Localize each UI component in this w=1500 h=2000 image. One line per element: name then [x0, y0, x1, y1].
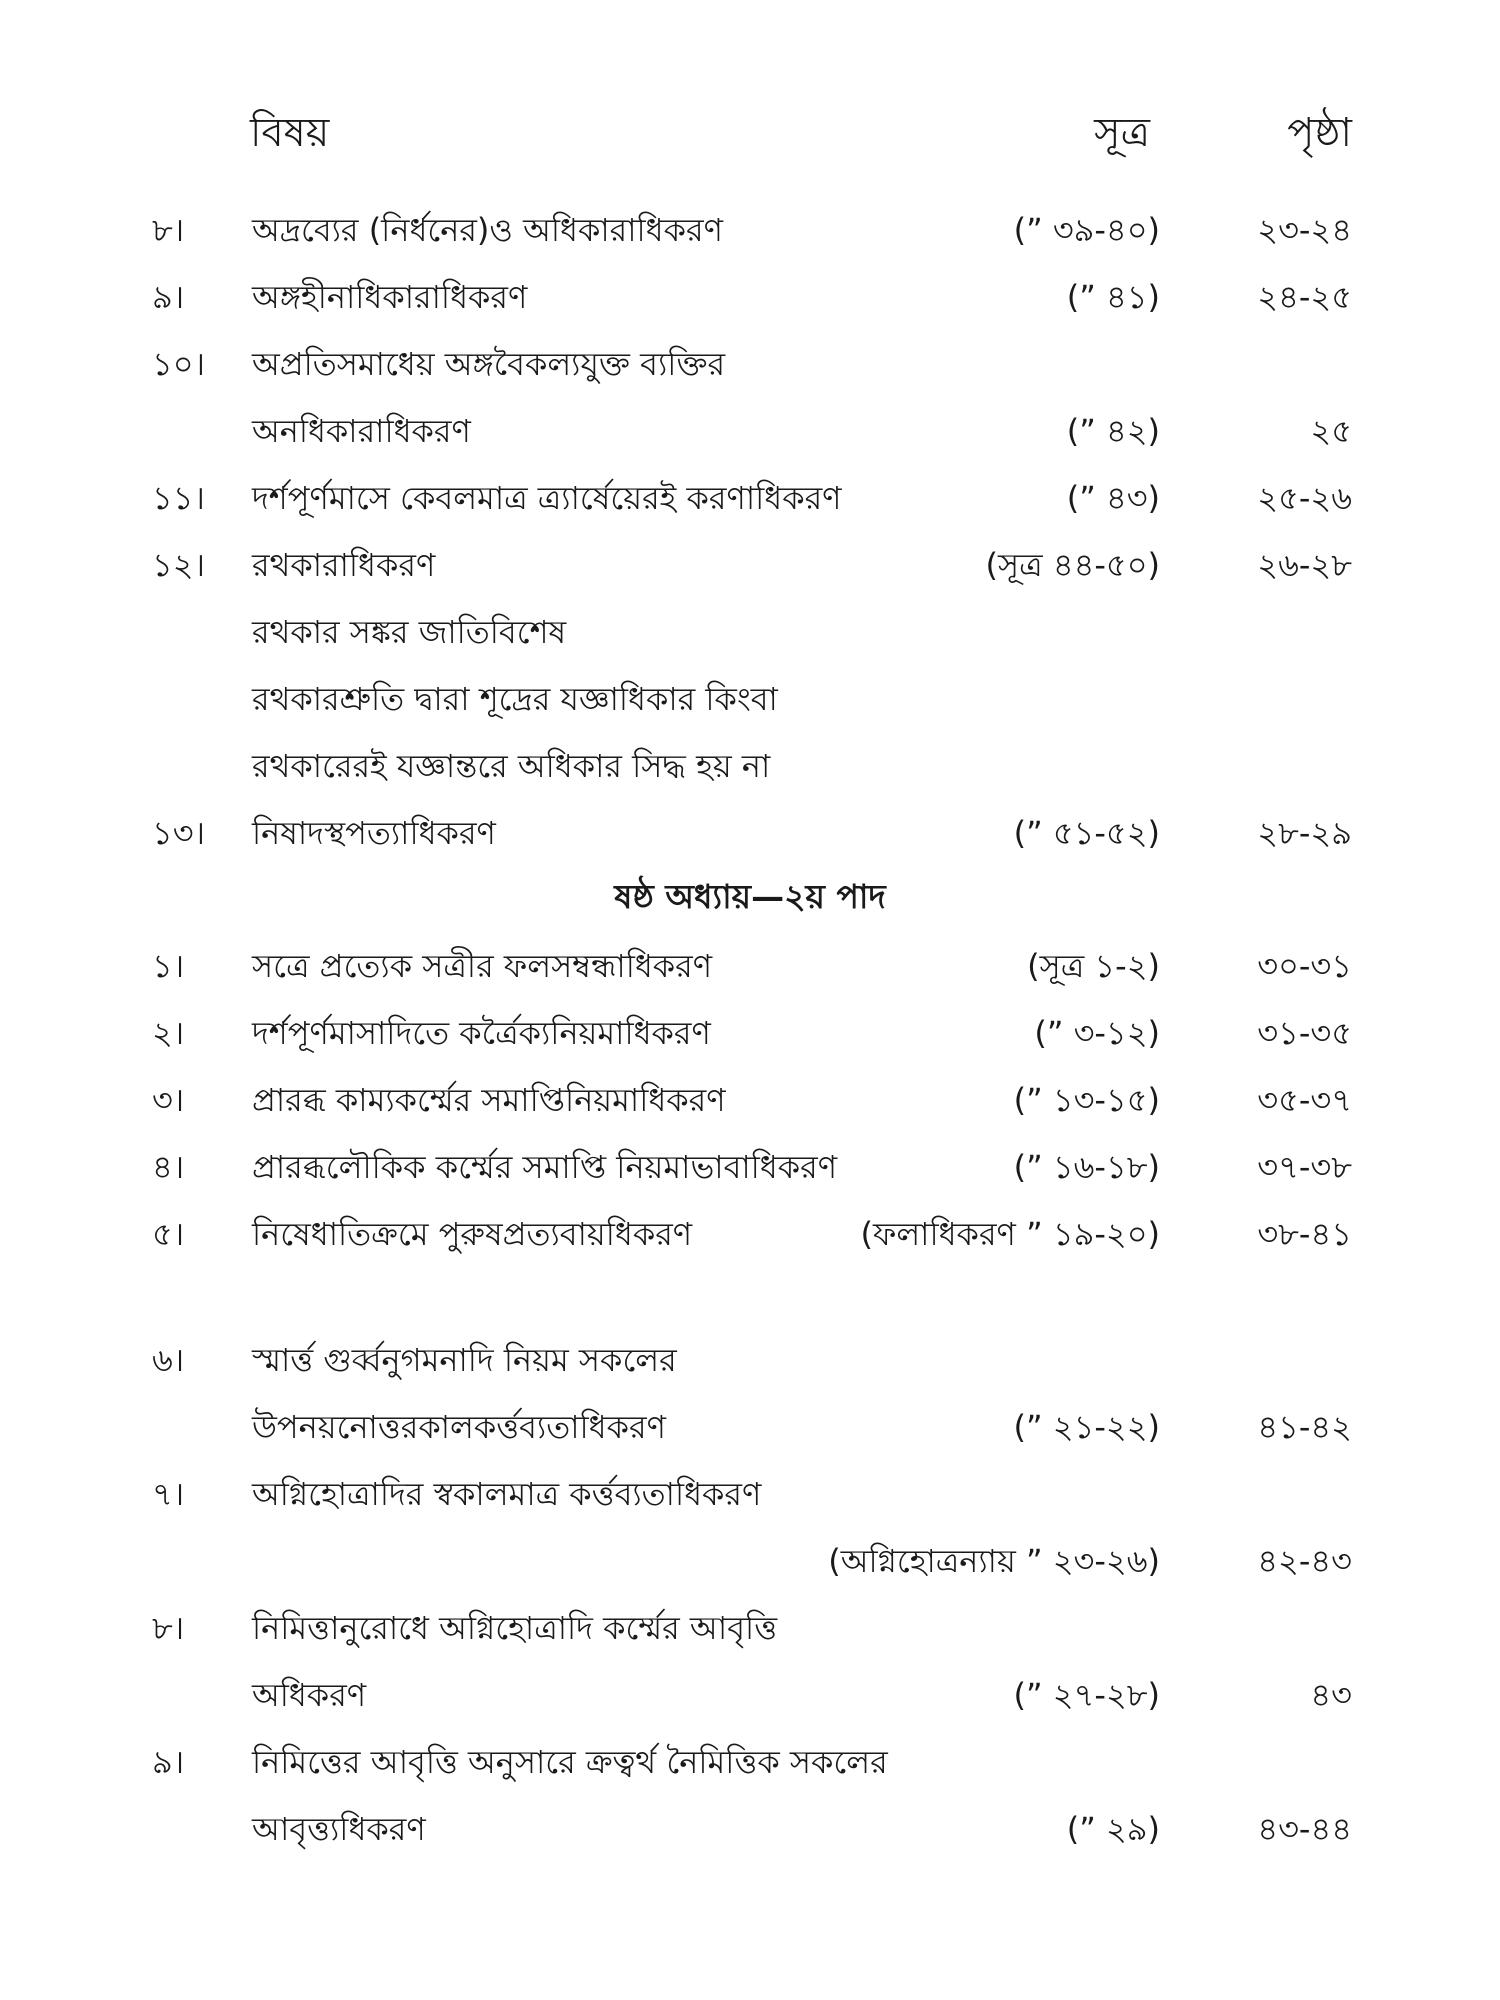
entry-number: ৯।: [152, 1743, 185, 1781]
entry-number: ১।: [152, 947, 185, 985]
entry-page: ২৪-২৫: [1257, 278, 1352, 316]
entry-number: ১০।: [152, 345, 206, 383]
toc-entry: [0, 936, 1500, 996]
entry-number: ২।: [152, 1014, 185, 1052]
entry-title: অগ্নিহোত্রাদির স্বকালমাত্র কর্ত্তব্যতাধিকরণ: [252, 1475, 762, 1513]
entry-sutra: (সূত্র ১-২): [1027, 947, 1160, 985]
entry-number: ৭।: [152, 1475, 185, 1513]
entry-page: ২৩-২৪: [1257, 211, 1352, 249]
toc-entry: [0, 1665, 1500, 1725]
entry-title: নিষেধাতিক্রমে পুরুষপ্রত্যবায়ধিকরণ: [252, 1215, 693, 1253]
entry-title: দর্শপূর্ণমাসাদিতে কর্ত্রৈক্যনিয়মাধিকরণ: [252, 1014, 711, 1052]
entry-number: ৫।: [152, 1215, 185, 1253]
entry-number: ৯।: [152, 278, 185, 316]
toc-entry: [0, 200, 1500, 260]
entry-page: ৩০-৩১: [1257, 947, 1352, 985]
entry-sutra: (” ২১-২২): [1013, 1408, 1160, 1446]
entry-sutra: (” ২৭-২৮): [1013, 1676, 1160, 1714]
toc-entry: [0, 669, 1500, 729]
toc-entry: [0, 1137, 1500, 1197]
toc-entry: [0, 1531, 1500, 1591]
entry-page: ৪৩: [1310, 1676, 1352, 1714]
entry-title: রথকারাধিকরণ: [252, 546, 436, 584]
toc-entry: [0, 468, 1500, 528]
entry-title: নিমিত্তানুরোধে অগ্নিহোত্রাদি কর্ম্মের আবৃত্তি: [252, 1609, 778, 1647]
header-page: পৃষ্ঠা: [1287, 110, 1352, 156]
entry-title: উপনয়নোত্তরকালকর্ত্তব্যতাধিকরণ: [252, 1408, 666, 1446]
entry-page: ২৫-২৬: [1257, 479, 1352, 517]
entry-sutra: (” ২৯): [1066, 1810, 1160, 1848]
toc-entry: [0, 1732, 1500, 1792]
entry-title: প্রারব্ধ কাম্যকর্ম্মের সমাপ্তিনিয়মাধিকরণ: [252, 1081, 726, 1119]
entry-sutra: (” ৫১-৫২): [1013, 814, 1160, 852]
toc-entry: [0, 1799, 1500, 1859]
entry-page: ২৫: [1310, 412, 1352, 450]
entry-title: অদ্রব্যের (নির্ধনের)ও অধিকারাধিকরণ: [252, 211, 723, 249]
entry-title: প্রারব্ধলৌকিক কর্ম্মের সমাপ্তি নিয়মাভাবাধিকরণ: [252, 1148, 838, 1186]
entry-page: ৩৫-৩৭: [1257, 1081, 1352, 1119]
entry-title: রথকারেরই যজ্ঞান্তরে অধিকার সিদ্ধ হয় না: [252, 747, 771, 785]
entry-page: ৪৩-৪৪: [1257, 1810, 1352, 1848]
toc-entry: [0, 334, 1500, 394]
entry-title: অনধিকারাধিকরণ: [252, 412, 471, 450]
entry-title: স্মার্ত্ত গুর্ব্বনুগমনাদি নিয়ম সকলের: [252, 1341, 677, 1379]
entry-title: অঙ্গহীনাধিকারাধিকরণ: [252, 278, 528, 316]
entry-sutra: (” ৩৯-৪০): [1013, 211, 1160, 249]
entry-sutra: (” ৪২): [1066, 412, 1160, 450]
entry-number: ১২।: [152, 546, 206, 584]
entry-page: ৪১-৪২: [1257, 1408, 1352, 1446]
toc-entry: [0, 1204, 1500, 1264]
entry-number: ৪।: [152, 1148, 185, 1186]
entry-title: নিষাদস্থপত্যাধিকরণ: [252, 814, 496, 852]
entry-sutra: (সূত্র ৪৪-৫০): [985, 546, 1160, 584]
entry-page: ৩৭-৩৮: [1257, 1148, 1352, 1186]
entry-sutra: (” ১৩-১৫): [1013, 1081, 1160, 1119]
entry-title: অধিকরণ: [252, 1676, 367, 1714]
entry-page: ২৬-২৮: [1257, 546, 1352, 584]
toc-entry: [0, 267, 1500, 327]
entry-number: ১৩।: [152, 814, 206, 852]
entry-title: রথকারশ্রুতি দ্বারা শূদ্রের যজ্ঞাধিকার কিংবা: [252, 680, 778, 718]
toc-entry: [0, 535, 1500, 595]
entry-title: আবৃত্ত্যধিকরণ: [252, 1810, 426, 1848]
entry-title: দর্শপূর্ণমাসে কেবলমাত্র ত্র্যার্ষেয়েরই করণাধিকরণ: [252, 479, 842, 517]
entry-page: ৪২-৪৩: [1257, 1542, 1352, 1580]
entry-sutra: (অগ্নিহোত্রন্যায় ” ২৩-২৬): [828, 1542, 1160, 1580]
toc-entry: [0, 1330, 1500, 1390]
toc-entry: [0, 736, 1500, 796]
entry-sutra: (ফলাধিকরণ ” ১৯-২০): [860, 1215, 1160, 1253]
entry-title: রথকার সঙ্কর জাতিবিশেষ: [252, 613, 567, 651]
entry-sutra: (” ৩-১২): [1034, 1014, 1160, 1052]
entry-number: ৮।: [152, 1609, 185, 1647]
toc-entry: [0, 602, 1500, 662]
entry-number: ৩।: [152, 1081, 185, 1119]
entry-number: ১১।: [152, 479, 205, 517]
section-heading: ষষ্ঠ অধ্যায়—২য় পাদ: [614, 877, 886, 916]
toc-entry: [0, 1397, 1500, 1457]
entry-title: নিমিত্তের আবৃত্তি অনুসারে ক্রত্বর্থ নৈমিত্তিক সকলের: [252, 1743, 888, 1781]
entry-title: অপ্রতিসমাধেয় অঙ্গবৈকল্যযুক্ত ব্যক্তির: [252, 345, 726, 383]
entry-number: ৮।: [152, 211, 185, 249]
entry-number: ৬।: [152, 1341, 185, 1379]
entry-page: ২৮-২৯: [1257, 814, 1352, 852]
header-sutra: সূত্র: [1094, 110, 1150, 156]
entry-sutra: (” ১৬-১৮): [1013, 1148, 1160, 1186]
entry-title: সত্রে প্রত্যেক সত্রীর ফলসম্বন্ধাধিকরণ: [252, 947, 713, 985]
entry-sutra: (” ৪৩): [1066, 479, 1160, 517]
entry-sutra: (” ৪১): [1066, 278, 1160, 316]
entry-page: ৩৮-৪১: [1257, 1215, 1352, 1253]
toc-entry: [0, 401, 1500, 461]
toc-entry: [0, 1598, 1500, 1658]
toc-entry: [0, 1464, 1500, 1524]
header-subject: বিষয়: [250, 110, 330, 156]
toc-entry: [0, 1070, 1500, 1130]
toc-entry: [0, 1003, 1500, 1063]
toc-entry: [0, 803, 1500, 863]
entry-page: ৩১-৩৫: [1257, 1014, 1352, 1052]
